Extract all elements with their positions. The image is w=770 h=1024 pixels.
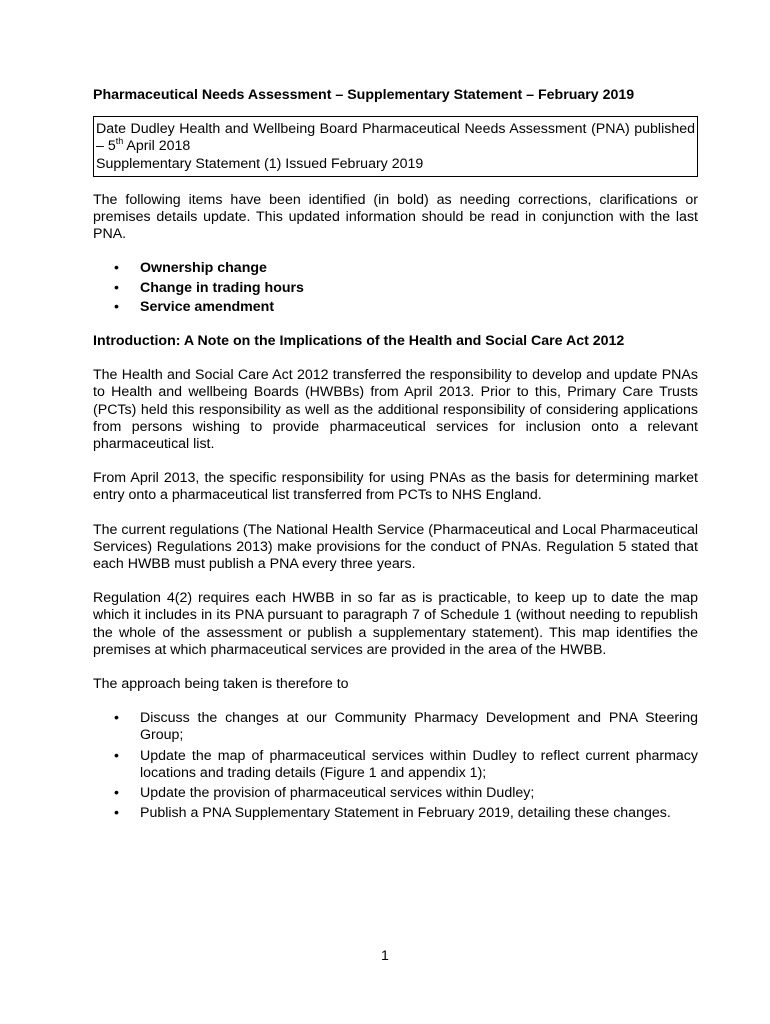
list-item bbox=[93, 299, 698, 316]
list-item bbox=[93, 785, 698, 802]
bullet-icon: • bbox=[114, 298, 119, 315]
section-heading: Introduction: A Note on the Implications of the Health and Social Care Act 2012 bbox=[93, 333, 625, 350]
paragraph: Regulation 4(2) requires each HWBB in so far as is practicable, to keep up to date the map which it includes in its PNA pursuant to paragraph 7 of Schedule 1 (without needing to republish the whole of the assessment or publish a supplementary statement). This map identifies the premises at which pharmaceutical services are provided in the area of the HWBB. bbox=[93, 590, 698, 658]
list-item bbox=[93, 260, 698, 277]
paragraph: The current regulations (The National Health Service (Pharmaceutical and Local Pharmaceutical Services) Regulations 2013) make provisions for the conduct of PNAs. Regulation 5 stated that each HWBB must publish a PNA every three years. bbox=[93, 521, 698, 573]
document-title: Pharmaceutical Needs Assessment – Supplementary Statement – February 2019 bbox=[93, 87, 635, 103]
list-item bbox=[93, 748, 698, 782]
supplementary-statement-line: Supplementary Statement (1) Issued February 2019 bbox=[96, 155, 424, 172]
intro-paragraph: The following items have been identified (in bold) as needing corrections, clarifications or premises details update. This updated information should be read in conjunction with the last PNA. bbox=[93, 191, 698, 243]
document-content bbox=[93, 87, 698, 840]
list-item-text: Change in trading hours bbox=[140, 279, 304, 296]
list-item-text: Ownership change bbox=[140, 260, 267, 277]
bullet-icon: • bbox=[114, 747, 119, 764]
ordinal-suffix: th bbox=[115, 135, 124, 146]
list-item-text: Service amendment bbox=[140, 298, 275, 315]
publication-date-text: Date Dudley Health and Wellbeing Board Pharmaceutical Needs Assessment (PNA) published – 5 bbox=[96, 121, 695, 155]
page-number: 1 bbox=[381, 948, 389, 964]
bullet-icon: • bbox=[114, 805, 119, 822]
list-item bbox=[93, 280, 698, 297]
list-item-text: Discuss the changes at our Community Pharmacy Development and PNA Steering Group; bbox=[140, 710, 698, 744]
paragraph: From April 2013, the specific responsibility for using PNAs as the basis for determining market entry onto a pharmaceutical list transferred from PCTs to NHS England. bbox=[93, 470, 698, 504]
bullet-icon: • bbox=[114, 260, 119, 277]
approach-list bbox=[93, 710, 698, 822]
publication-date-line bbox=[96, 121, 695, 155]
bullet-icon: • bbox=[114, 785, 119, 802]
list-item-text: Publish a PNA Supplementary Statement in February 2019, detailing these changes. bbox=[140, 805, 671, 822]
publication-info-box bbox=[93, 116, 698, 177]
list-item bbox=[93, 710, 698, 744]
publication-date-month: April 2018 bbox=[123, 138, 191, 155]
bullet-icon: • bbox=[114, 279, 119, 296]
paragraph: The Health and Social Care Act 2012 transferred the responsibility to develop and update PNAs to Health and wellbeing Boards (HWBBs) from April 2013. Prior to this, Primary Care Trusts (PCTs) held this responsibility as well as the additional responsibility of considering applications from persons wishing to provide pharmaceutical services for inclusion onto a relevant pharmaceutical list. bbox=[93, 367, 698, 453]
change-items-list bbox=[93, 260, 698, 316]
list-item-text: Update the map of pharmaceutical services within Dudley to reflect current pharmacy locations and trading details (Figure 1 and appendix 1); bbox=[140, 747, 698, 781]
bullet-icon: • bbox=[114, 710, 119, 727]
list-item-text: Update the provision of pharmaceutical services within Dudley; bbox=[140, 785, 535, 802]
list-item bbox=[93, 805, 698, 822]
paragraph: The approach being taken is therefore to bbox=[93, 676, 349, 693]
